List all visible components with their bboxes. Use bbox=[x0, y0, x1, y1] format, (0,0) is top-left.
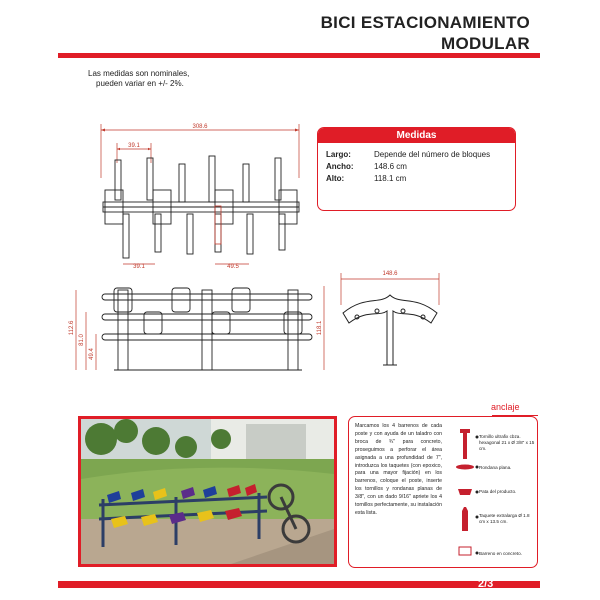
park-scene-image bbox=[81, 419, 334, 564]
measure-label: Ancho: bbox=[326, 162, 354, 171]
measure-row-width bbox=[326, 161, 490, 173]
measure-row-height bbox=[326, 173, 490, 185]
footer-rule bbox=[58, 581, 540, 588]
anchor-instructions-box bbox=[348, 416, 538, 568]
page-title bbox=[321, 12, 530, 54]
side-view-drawing bbox=[62, 282, 332, 382]
title-line-2: MODULAR bbox=[441, 34, 530, 53]
anchor-instructions-text: Marcamos los 4 barrenos de cada poste y con ayuda de un taladro con broca de ¾" para concreto, proseguimos a perforar el área asignada a una profundidad de 7", introduzca los taquetes (con epoxico, para una mayor fijación) en los barrenos, coloque el poste, inserte los tornillos y rondanas planas de 3/8", con un dado 9/16" apriete los 4 tornillos perfectamente, su instalación esta lista. bbox=[355, 423, 442, 516]
note-line-1: Las medidas son nominales, bbox=[88, 69, 190, 78]
side-height-right: 118.1 bbox=[317, 320, 323, 336]
installation-photo bbox=[78, 416, 337, 567]
header-rule bbox=[58, 53, 540, 58]
legend-item-hole: Barreno en concreto. bbox=[479, 551, 522, 556]
plan-spacing-top: 39.1 bbox=[128, 143, 140, 149]
plan-spacing-right: 49.5 bbox=[227, 264, 239, 270]
measure-value: 118.1 cm bbox=[374, 174, 407, 183]
legend-item-washer: Rondana plana. bbox=[479, 465, 512, 470]
measure-value: 148.6 cm bbox=[374, 162, 407, 171]
side-height-mid: 81.0 bbox=[79, 334, 85, 346]
measure-label: Largo: bbox=[326, 150, 351, 159]
side-height-low: 49.4 bbox=[89, 348, 95, 360]
legend-item-bolt: Tornillo ultrafix cbza. hexagonal 21 x Ø 3/8" x 15 cm. bbox=[479, 434, 535, 451]
tolerance-note bbox=[88, 69, 189, 89]
plan-spacing-bottom: 39.1 bbox=[133, 264, 145, 270]
end-view-width: 148.6 bbox=[382, 271, 398, 277]
measures-table bbox=[326, 149, 490, 185]
plan-view-drawing bbox=[95, 118, 310, 278]
measures-heading: Medidas bbox=[318, 128, 515, 143]
measure-value: Depende del número de bloques bbox=[374, 150, 491, 159]
title-line-1: BICI ESTACIONAMIENTO bbox=[320, 13, 530, 32]
plan-total-width: 308.6 bbox=[192, 124, 208, 130]
anchor-label: anclaje bbox=[491, 402, 520, 412]
end-view-drawing bbox=[335, 265, 445, 375]
side-height-total: 112.6 bbox=[69, 320, 75, 336]
measures-box bbox=[317, 127, 516, 211]
measure-label: Alto: bbox=[326, 174, 345, 183]
legend-item-anchor: Taquete extralarga Ø 1.8 cm x 13.5 cm. bbox=[479, 513, 530, 524]
page-number: 2/3 bbox=[478, 578, 494, 590]
note-line-2: pueden variar en +/- 2%. bbox=[96, 79, 184, 88]
measure-row-length bbox=[326, 149, 490, 161]
legend-item-foot: Pata del producto. bbox=[479, 489, 517, 494]
